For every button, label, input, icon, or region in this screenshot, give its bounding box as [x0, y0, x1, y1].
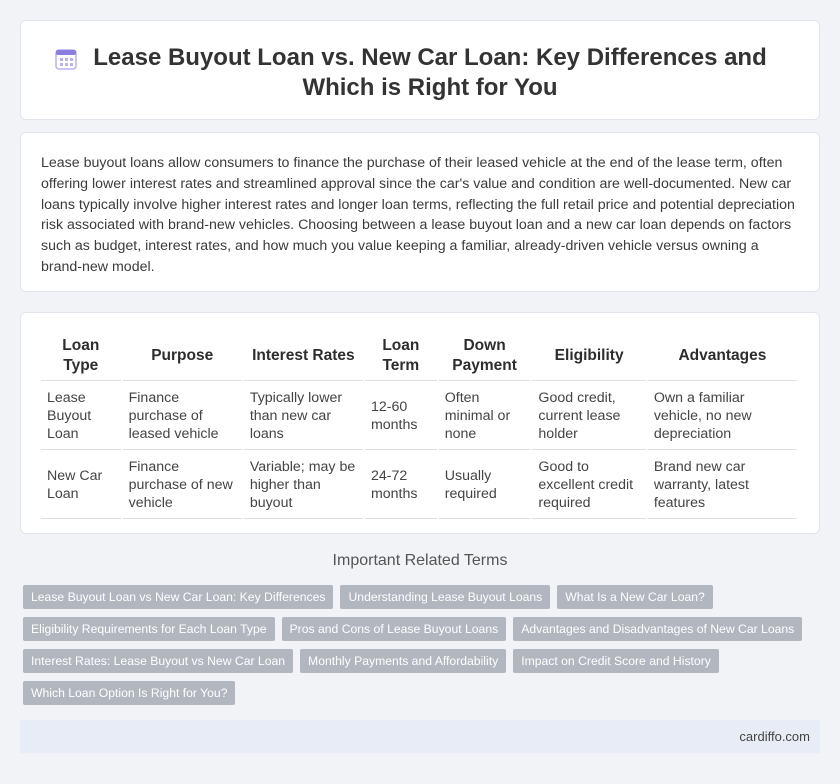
related-term-tag[interactable]: Understanding Lease Buyout Loans: [340, 585, 550, 609]
footer-site-link[interactable]: cardiffo.com: [739, 729, 810, 744]
related-term-tag[interactable]: Interest Rates: Lease Buyout vs New Car Loan: [23, 649, 293, 673]
table-cell: Good to excellent credit required: [532, 450, 645, 519]
related-term-tag[interactable]: Monthly Payments and Affordability: [300, 649, 506, 673]
table-cell: Often minimal or none: [439, 381, 531, 450]
footer: [20, 720, 820, 753]
table-cell: 24-72 months: [365, 450, 437, 519]
summary-card: [20, 132, 820, 292]
table-cell: Typically lower than new car loans: [244, 381, 363, 450]
table-cell: Good credit, current lease holder: [532, 381, 645, 450]
related-term-tag[interactable]: Advantages and Disadvantages of New Car Loans: [513, 617, 802, 641]
comparison-table: [39, 333, 799, 519]
table-cell: New Car Loan: [41, 450, 121, 519]
related-term-tag[interactable]: Lease Buyout Loan vs New Car Loan: Key Differences: [23, 585, 333, 609]
title-card: [20, 20, 820, 120]
related-terms-list: [23, 585, 823, 713]
related-term-tag[interactable]: Which Loan Option Is Right for You?: [23, 681, 235, 705]
table-header-row: [41, 333, 797, 381]
related-term-tag[interactable]: Pros and Cons of Lease Buyout Loans: [282, 617, 507, 641]
related-term-tag[interactable]: Impact on Credit Score and History: [513, 649, 719, 673]
related-term-tag[interactable]: Eligibility Requirements for Each Loan Type: [23, 617, 275, 641]
table-cell: Usually required: [439, 450, 531, 519]
related-terms-heading: Important Related Terms: [332, 552, 508, 569]
related-term-tag[interactable]: What Is a New Car Loan?: [557, 585, 713, 609]
table-cell: Finance purchase of leased vehicle: [123, 381, 242, 450]
table-cell: Brand new car warranty, latest features: [648, 450, 797, 519]
col-advantages: Advantages: [648, 333, 797, 381]
col-loan-type: Loan Type: [41, 333, 121, 381]
summary-text: Lease buyout loans allow consumers to finance the purchase of their leased vehicle at the end of the lease term, often offering lower interest rates and streamlined approval since the car's value and condition are well-documented. New car loans typically involve higher interest rates and longer loan terms, reflecting the full retail price and potential depreciation risk associated with brand-new vehicles. Choosing between a lease buyout loan and a new car loan depends on factors such as budget, interest rates, and how much you value keeping a familiar, already-driven vehicle versus owning a brand-new model.: [41, 155, 795, 275]
table-cell: Own a familiar vehicle, no new depreciation: [648, 381, 797, 450]
col-loan-term: Loan Term: [365, 333, 437, 381]
table-cell: Lease Buyout Loan: [41, 381, 121, 450]
col-eligibility: Eligibility: [532, 333, 645, 381]
col-down-payment: Down Payment: [439, 333, 531, 381]
col-interest-rates: Interest Rates: [244, 333, 363, 381]
table-row: [41, 450, 797, 519]
table-cell: Variable; may be higher than buyout: [244, 450, 363, 519]
col-purpose: Purpose: [123, 333, 242, 381]
table-cell: 12-60 months: [365, 381, 437, 450]
table-cell: Finance purchase of new vehicle: [123, 450, 242, 519]
comparison-table-card: [20, 312, 820, 534]
table-row: [41, 381, 797, 450]
calendar-icon: [55, 48, 77, 70]
page-title: Lease Buyout Loan vs. New Car Loan: Key Differences and Which is Right for You: [93, 44, 767, 101]
